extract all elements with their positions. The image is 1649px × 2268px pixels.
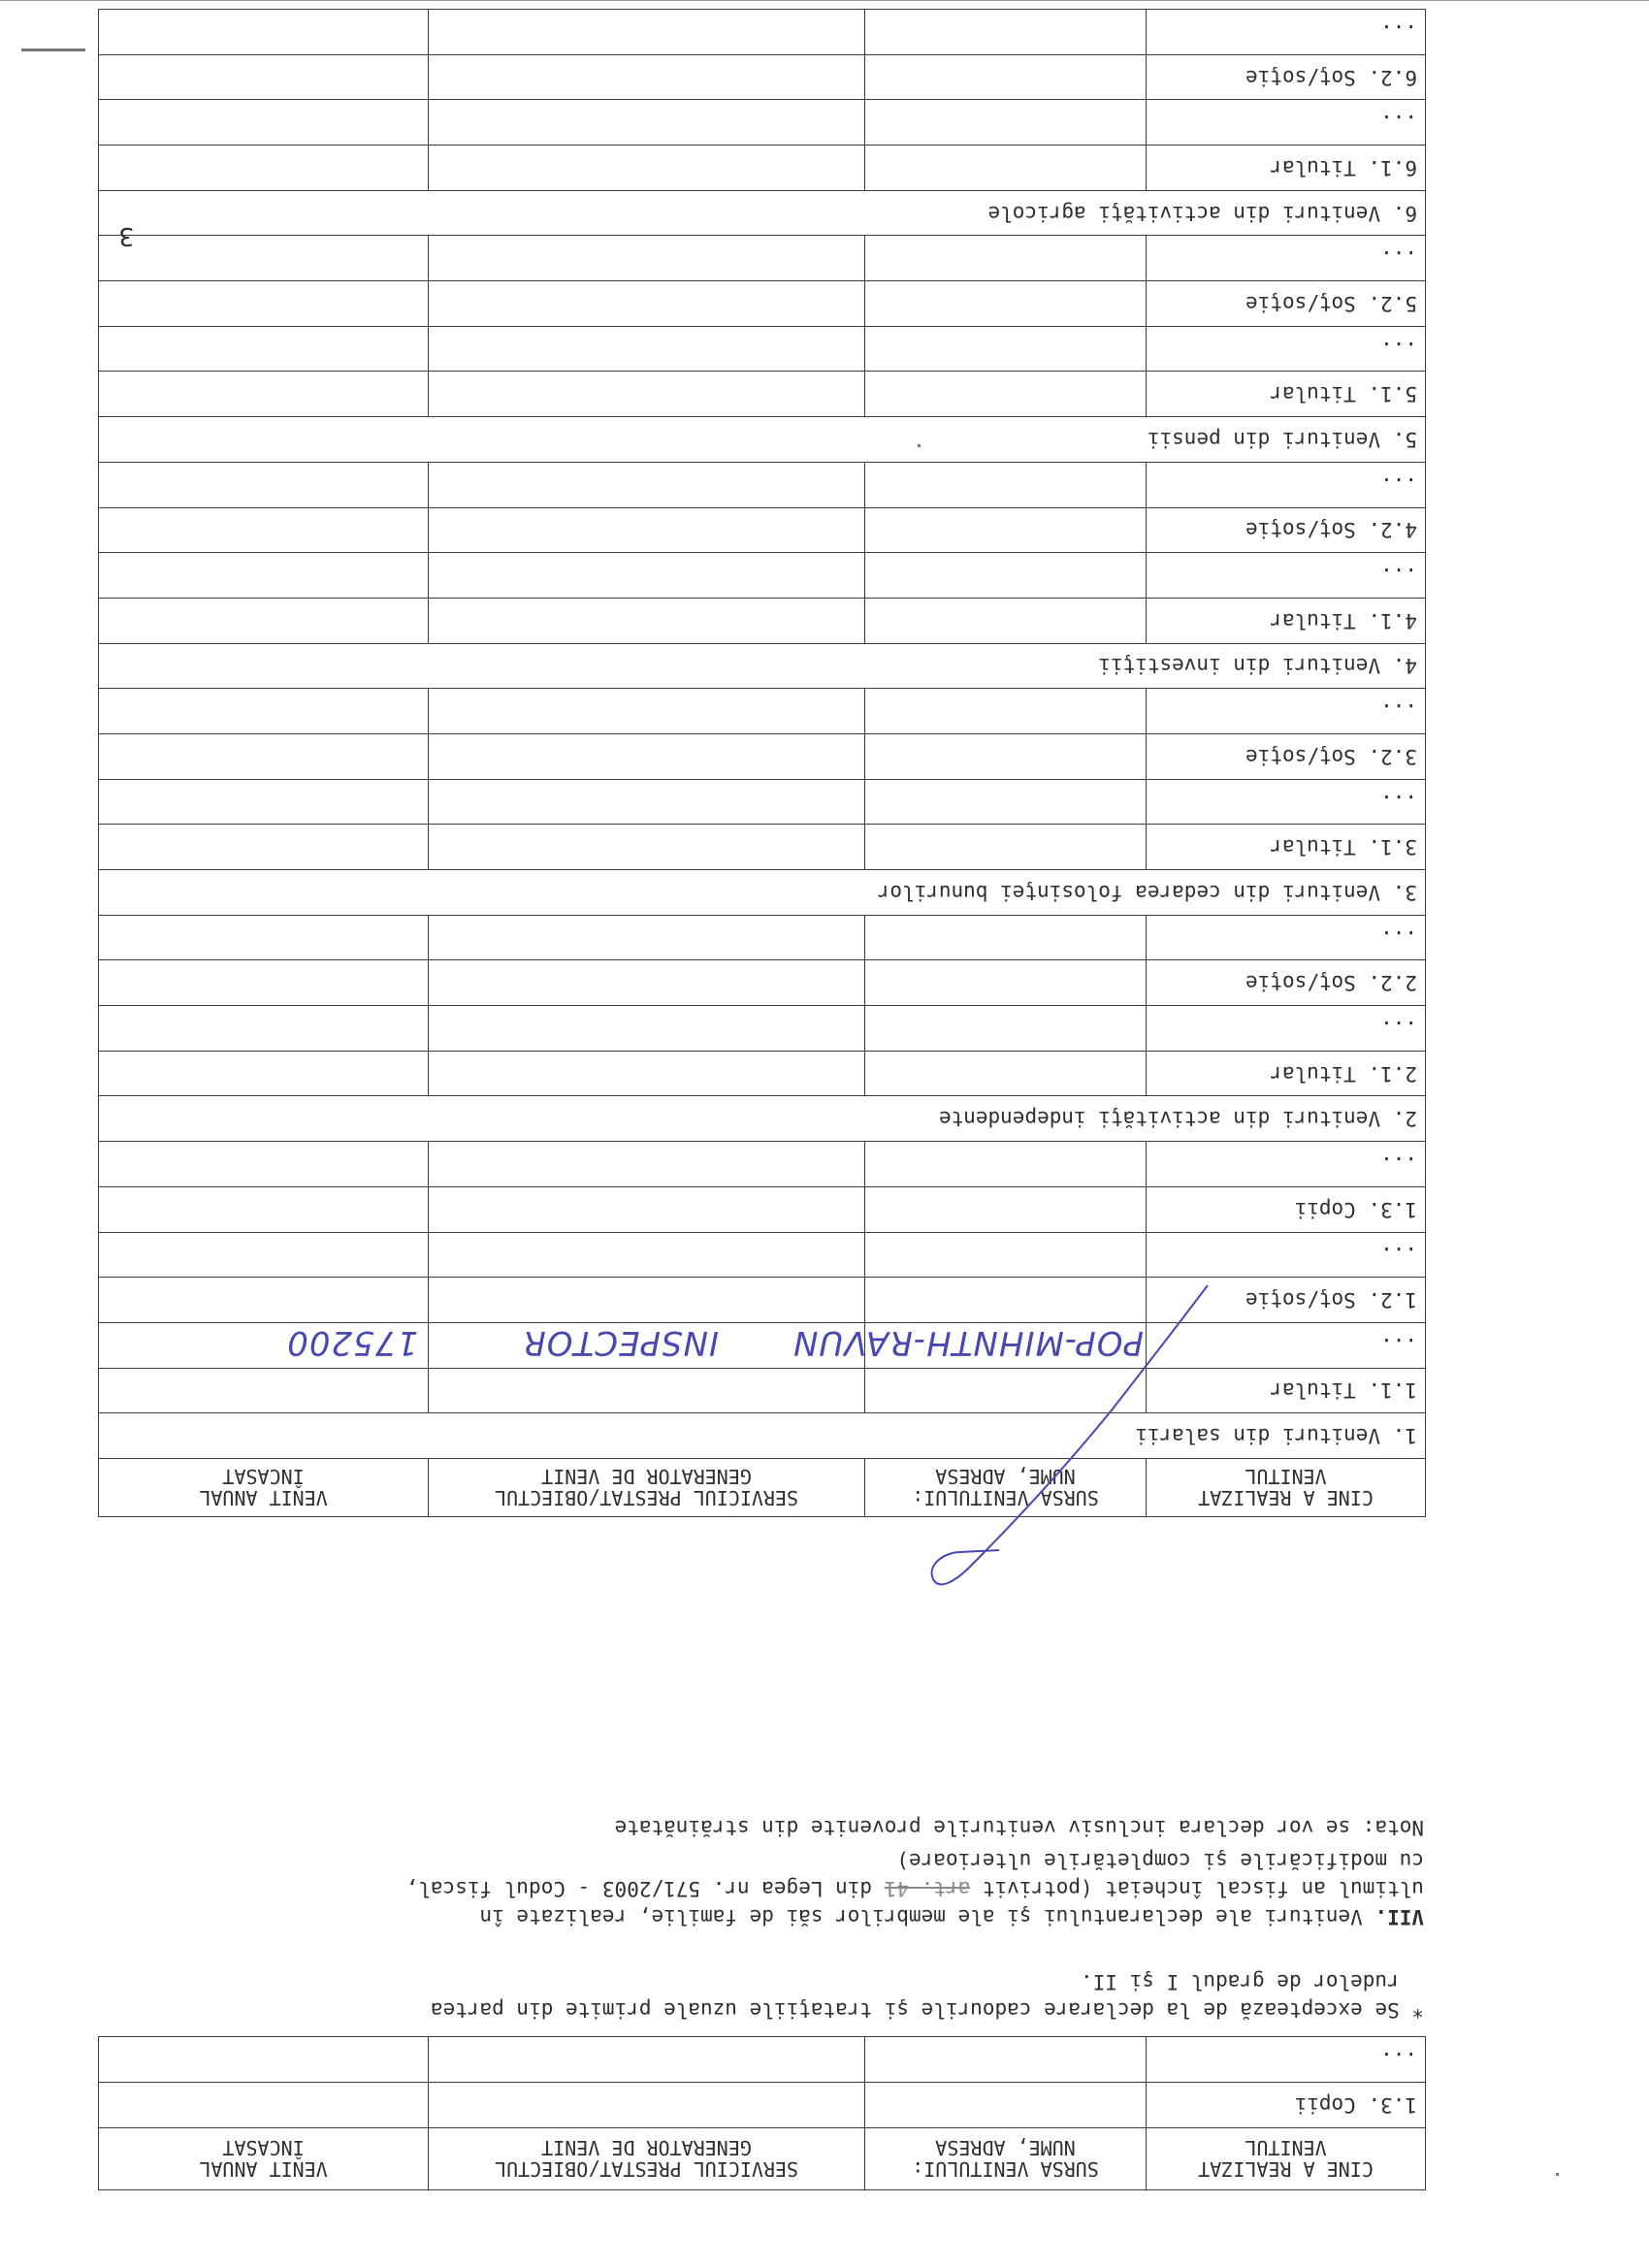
row-label: ... (1147, 10, 1426, 55)
handwritten-income: 175200 (286, 1322, 418, 1362)
section-label: 4. Venituri din investiţii (99, 643, 1426, 689)
source-cell (865, 825, 1147, 870)
section-text-3: cu modificările şi completările ulterioare) (896, 1849, 1424, 1872)
income-cell (99, 1278, 429, 1323)
source-cell (865, 553, 1147, 599)
section-row (99, 417, 1426, 463)
service-cell (429, 825, 865, 870)
table-row (99, 100, 1426, 146)
table-row (99, 1186, 1426, 1232)
service-cell (429, 1142, 865, 1187)
row-label: ... (1147, 236, 1426, 281)
source-cell (792, 1322, 1147, 1368)
source-cell (865, 1368, 1147, 1413)
source-cell (865, 1278, 1147, 1323)
service-cell (429, 236, 865, 281)
footnote: * Se exceptează de la declarare cadourile şi trataţiile uzuale primite din partea rudelor de gradul I şi II. (430, 1970, 1424, 2022)
section-text-1: Venituri ale declarantului şi ale membrilor săi de familie, realizate în (479, 1905, 1375, 1928)
row-label: ... (1147, 915, 1426, 960)
income-cell (99, 10, 429, 55)
source-cell (865, 1142, 1147, 1187)
service-cell (429, 326, 865, 372)
continued-income-table (98, 2036, 1426, 2190)
row-label: ... (1147, 2037, 1426, 2083)
col-header-income: VENIT ANUAL ÎNCASAT (99, 2128, 429, 2190)
row-label: ... (1147, 100, 1426, 146)
service-cell (429, 960, 865, 1006)
cell (865, 2083, 1147, 2128)
income-cell (99, 100, 429, 146)
table-row (99, 960, 1426, 1006)
row-label: ... (1147, 553, 1426, 599)
service-cell (429, 54, 865, 100)
row-label: 2.1. Titular (1147, 1051, 1426, 1096)
row-label: ... (1147, 326, 1426, 372)
source-cell (865, 1006, 1147, 1052)
income-cell (99, 54, 429, 100)
service-cell (429, 598, 865, 643)
table-row (99, 734, 1426, 780)
table-row (99, 281, 1426, 327)
table-row (99, 146, 1426, 191)
section-label: 5. Venituri din pensii (99, 417, 1426, 463)
row-label: 2.2. Soţ/soţie (1147, 960, 1426, 1006)
income-cell (99, 689, 429, 734)
service-cell (429, 1051, 865, 1096)
table-row (99, 54, 1426, 100)
source-cell (865, 734, 1147, 780)
service-cell (429, 10, 865, 55)
struck-reference: art. 41 (884, 1877, 971, 1900)
row-label: ... (1147, 462, 1426, 507)
row-label: 1.1. Titular (1147, 1368, 1426, 1413)
nota-foreign-income: Nota: se vor declara inclusiv veniturile provenite din străinătate (614, 1816, 1424, 1839)
section-label: 6. Venituri din activităţi agricole (99, 190, 1426, 236)
row-label: ... (1147, 1322, 1426, 1368)
row-label: 1.3. Copii (1147, 2083, 1426, 2128)
table-row (99, 236, 1426, 281)
service-cell (429, 146, 865, 191)
service-cell (429, 734, 865, 780)
table-row (99, 1051, 1426, 1096)
service-cell (429, 689, 865, 734)
table-row (99, 1142, 1426, 1187)
source-cell (865, 146, 1147, 191)
section-label: 2. Venituri din activităţi independente (99, 1096, 1426, 1142)
service-cell (429, 915, 865, 960)
income-cell (99, 1368, 429, 1413)
source-cell (865, 598, 1147, 643)
source-cell (865, 462, 1147, 507)
section-label: 3. Venituri din cedarea folosinţei bunurilor (99, 870, 1426, 916)
service-cell (429, 372, 865, 417)
table-row (99, 1322, 1426, 1368)
source-cell (865, 1186, 1147, 1232)
table-row (99, 915, 1426, 960)
row-label: 5.1. Titular (1147, 372, 1426, 417)
row-label: 6.2. Soţ/soţie (1147, 54, 1426, 100)
income-cell (99, 281, 429, 327)
scan-speck (1556, 2173, 1559, 2176)
row-label: 4.2. Soţ/soţie (1147, 507, 1426, 553)
source-cell (865, 1232, 1147, 1278)
row-label: ... (1147, 779, 1426, 825)
section-label: 1. Venituri din salarii (99, 1413, 1426, 1459)
income-cell (99, 1006, 429, 1052)
income-cell (99, 1051, 429, 1096)
service-cell (429, 507, 865, 553)
section-number: VII. (1374, 1905, 1424, 1928)
service-cell (429, 281, 865, 327)
cell (429, 2037, 865, 2083)
source-cell (865, 236, 1147, 281)
table-row (99, 689, 1426, 734)
table-row (99, 779, 1426, 825)
income-cell (99, 1322, 429, 1368)
source-cell (865, 281, 1147, 327)
source-cell (865, 326, 1147, 372)
table-row (99, 1006, 1426, 1052)
col-header-income: VENIT ANUAL ÎNCASAT (99, 1459, 429, 1517)
table-row (99, 372, 1426, 417)
source-cell (865, 1051, 1147, 1096)
income-cell (99, 960, 429, 1006)
source-cell (865, 689, 1147, 734)
income-cell (99, 825, 429, 870)
section-row (99, 1096, 1426, 1142)
source-cell (865, 915, 1147, 960)
income-cell (99, 507, 429, 553)
row-label: 4.1. Titular (1147, 598, 1426, 643)
service-cell (429, 1006, 865, 1052)
section-row (99, 1413, 1426, 1459)
service-cell (429, 779, 865, 825)
income-cell (99, 734, 429, 780)
col-header-source: SURSA VENITULUI: NUME, ADRESA (865, 2128, 1147, 2190)
service-cell (429, 1232, 865, 1278)
cell (429, 2083, 865, 2128)
income-table (98, 9, 1426, 1517)
table-row (99, 462, 1426, 507)
income-cell (99, 326, 429, 372)
income-cell (99, 915, 429, 960)
service-cell (429, 462, 865, 507)
source-cell (865, 779, 1147, 825)
table-row (99, 10, 1426, 55)
income-cell (99, 1142, 429, 1187)
section-row (99, 643, 1426, 689)
col-header-who: CINE A REALIZAT VENITUL (1147, 1459, 1426, 1517)
row-label: 3.1. Titular (1147, 825, 1426, 870)
section-vii-heading (406, 1846, 1424, 1930)
row-label: ... (1147, 689, 1426, 734)
source-cell (865, 54, 1147, 100)
table-row (99, 507, 1426, 553)
col-header-source: SURSA VENITULUI: NUME, ADRESA (865, 1459, 1147, 1517)
handwritten-service: INSPECTOR (522, 1322, 719, 1362)
income-cell (99, 1186, 429, 1232)
cell (865, 2037, 1147, 2083)
row-label: 1.2. Soţ/soţie (1147, 1278, 1426, 1323)
table-row (99, 1232, 1426, 1278)
income-cell (99, 779, 429, 825)
table-row (99, 598, 1426, 643)
service-cell (429, 100, 865, 146)
row-label: ... (1147, 1142, 1426, 1187)
scan-speck (918, 444, 921, 447)
col-header-who: CINE A REALIZAT VENITUL (1147, 2128, 1426, 2190)
col-header-service: SERVICIUL PRESTAT/OBIECTUL GENERATOR DE VENIT (429, 2128, 865, 2190)
income-cell (99, 1232, 429, 1278)
source-cell (865, 100, 1147, 146)
row-label: 3.2. Soţ/soţie (1147, 734, 1426, 780)
table-row (99, 1278, 1426, 1323)
income-cell (99, 146, 429, 191)
service-cell (429, 1186, 865, 1232)
section-text-2b: din Legea nr. 571/2003 - Codul fiscal, (405, 1877, 885, 1900)
row-label: 5.2. Soţ/soţie (1147, 281, 1426, 327)
table-row (99, 825, 1426, 870)
service-cell (429, 1322, 865, 1368)
service-cell (429, 1368, 865, 1413)
row-label: ... (1147, 1232, 1426, 1278)
source-cell (865, 507, 1147, 553)
row-label: 6.1. Titular (1147, 146, 1426, 191)
service-cell (429, 1278, 865, 1323)
table-row (99, 326, 1426, 372)
income-cell (99, 553, 429, 599)
source-cell (865, 372, 1147, 417)
table-row (99, 1368, 1426, 1413)
income-cell (99, 236, 429, 281)
row-label: 1.3. Copii (1147, 1186, 1426, 1232)
source-cell (865, 960, 1147, 1006)
col-header-service: SERVICIUL PRESTAT/OBIECTUL GENERATOR DE VENIT (429, 1459, 865, 1517)
cell (99, 2037, 429, 2083)
service-cell (429, 553, 865, 599)
section-row (99, 870, 1426, 916)
row-label: ... (1147, 1006, 1426, 1052)
cell (99, 2083, 429, 2128)
income-cell (99, 372, 429, 417)
section-row (99, 190, 1426, 236)
source-cell (865, 10, 1147, 55)
income-cell (99, 598, 429, 643)
income-cell (99, 462, 429, 507)
table-row (99, 553, 1426, 599)
page-number: 3 (118, 221, 134, 250)
handwritten-name: POP-MIHNTH-RAVUN (792, 1322, 1144, 1362)
section-text-2a: ultimul an fiscal încheiat (potrivit (970, 1877, 1424, 1900)
